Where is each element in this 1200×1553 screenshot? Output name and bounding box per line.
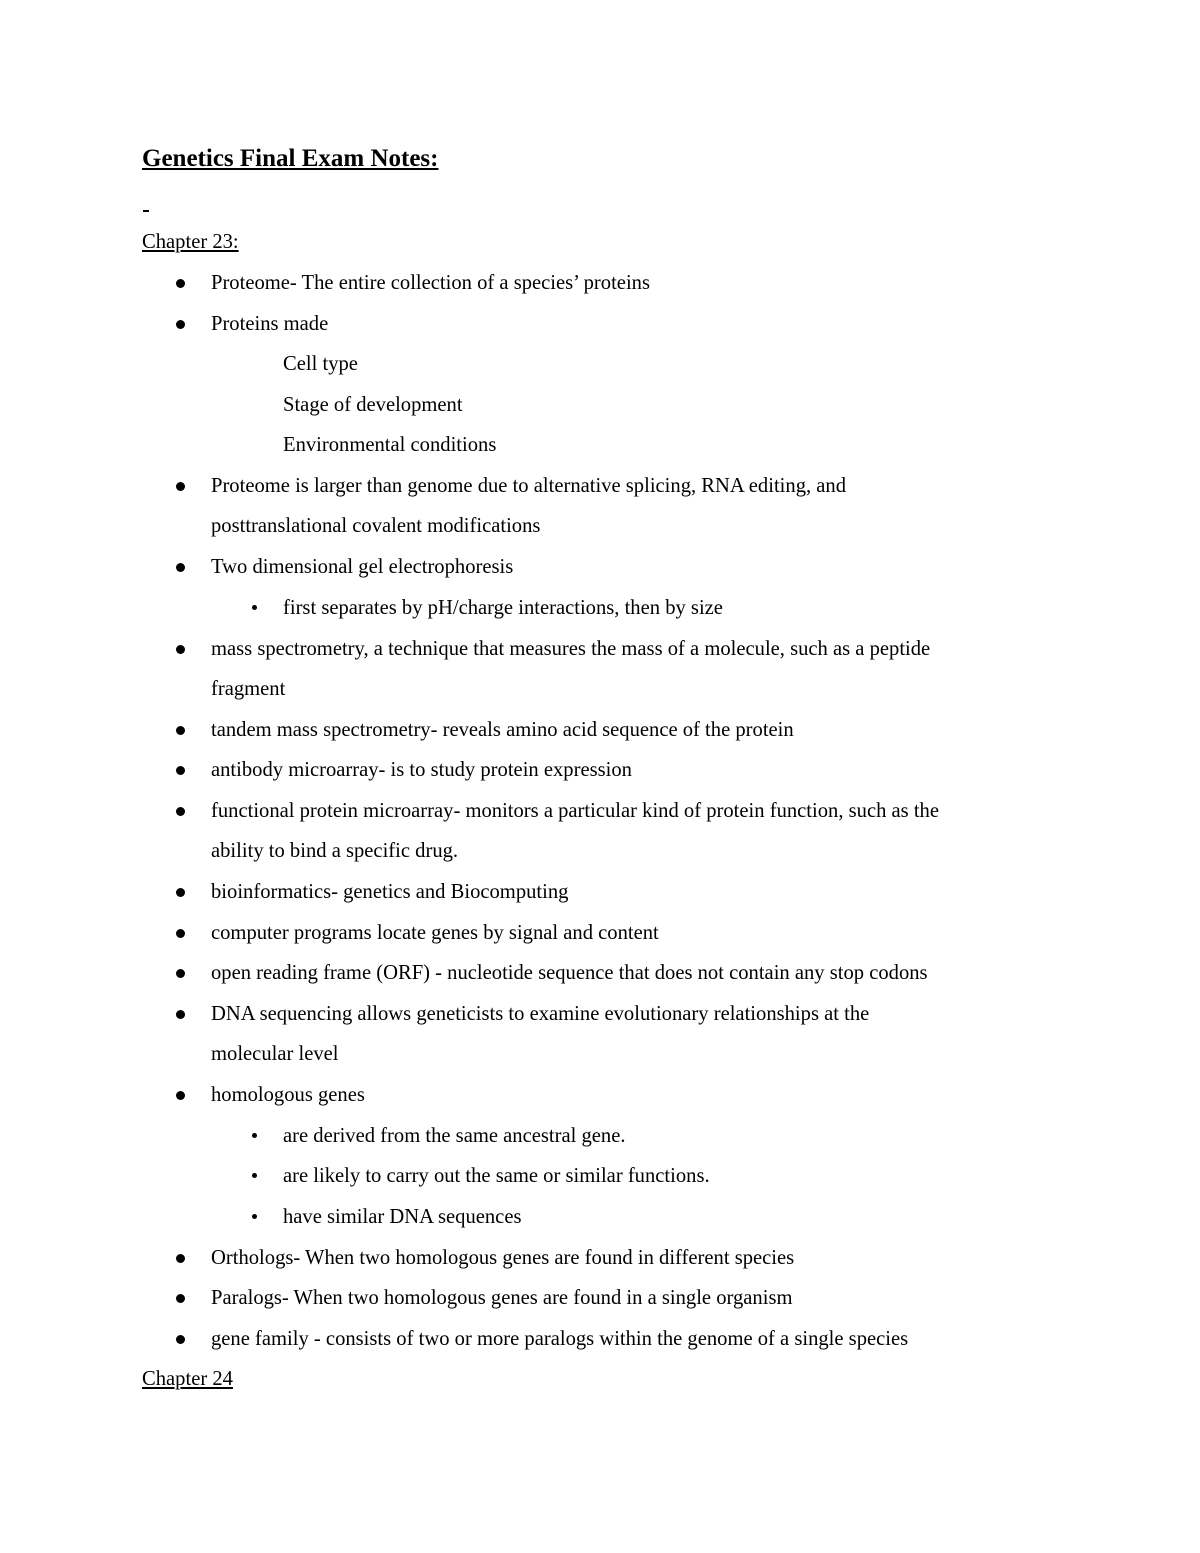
list-item-orf: open reading frame (ORF) - nucleotide sequence that does not contain any stop codons [211, 962, 928, 984]
bullet-icon [176, 1294, 185, 1303]
list-item-dna-sequencing-cont: molecular level [211, 1043, 339, 1065]
sub-item-environmental-conditions: Environmental conditions [283, 434, 497, 456]
bullet-icon [176, 888, 185, 897]
list-item-mass-spec: mass spectrometry, a technique that measures the mass of a molecule, such as a peptide [211, 638, 931, 660]
list-item-mass-spec-cont: fragment [211, 678, 286, 700]
small-bullet-icon [252, 605, 257, 610]
bullet-icon [176, 482, 185, 491]
list-item-two-dim-gel: Two dimensional gel electrophoresis [211, 556, 514, 578]
chapter-24-heading: Chapter 24 [142, 1368, 233, 1390]
small-bullet-icon [252, 1133, 257, 1138]
list-item-computer-programs: computer programs locate genes by signal and content [211, 922, 659, 944]
sub-item-likely-to-carry: are likely to carry out the same or similar functions. [283, 1165, 710, 1187]
bullet-icon [176, 279, 185, 288]
list-item-proteome: Proteome- The entire collection of a species’ proteins [211, 272, 650, 294]
list-item-antibody-microarray: antibody microarray- is to study protein expression [211, 759, 632, 781]
sub-item-stage-of-development: Stage of development [283, 394, 463, 416]
bullet-icon [176, 726, 185, 735]
small-bullet-icon [252, 1173, 257, 1178]
list-item-dna-sequencing: DNA sequencing allows geneticists to examine evolutionary relationships at the [211, 1003, 870, 1025]
sub-item-first-separates: first separates by pH/charge interactions, then by size [283, 597, 723, 619]
list-item-functional-microarray: functional protein microarray- monitors a particular kind of protein function, such as the [211, 800, 939, 822]
chapter-23-heading: Chapter 23: [142, 231, 239, 253]
list-item-proteome-larger-cont: posttranslational covalent modifications [211, 515, 541, 537]
list-item-functional-microarray-cont: ability to bind a specific drug. [211, 840, 459, 862]
bullet-icon [176, 1010, 185, 1019]
bullet-icon [176, 929, 185, 938]
list-item-homologous-genes: homologous genes [211, 1084, 365, 1106]
dash-marker [143, 210, 149, 212]
list-item-paralogs: Paralogs- When two homologous genes are found in a single organism [211, 1287, 793, 1309]
sub-item-similar-dna: have similar DNA sequences [283, 1206, 522, 1228]
bullet-icon [176, 766, 185, 775]
bullet-icon [176, 645, 185, 654]
list-item-proteome-larger: Proteome is larger than genome due to alternative splicing, RNA editing, and [211, 475, 847, 497]
bullet-icon [176, 1254, 185, 1263]
list-item-gene-family: gene family - consists of two or more paralogs within the genome of a single species [211, 1328, 909, 1350]
sub-item-cell-type: Cell type [283, 353, 358, 375]
bullet-icon [176, 969, 185, 978]
list-item-proteins-made: Proteins made [211, 313, 329, 335]
document-title: Genetics Final Exam Notes: [142, 145, 439, 172]
bullet-icon [176, 807, 185, 816]
list-item-bioinformatics: bioinformatics- genetics and Biocomputing [211, 881, 569, 903]
sub-item-derived-from: are derived from the same ancestral gene. [283, 1125, 626, 1147]
bullet-icon [176, 320, 185, 329]
bullet-icon [176, 563, 185, 572]
bullet-icon [176, 1091, 185, 1100]
list-item-tandem-mass-spec: tandem mass spectrometry- reveals amino acid sequence of the protein [211, 719, 794, 741]
list-item-orthologs: Orthologs- When two homologous genes are found in different species [211, 1247, 795, 1269]
bullet-icon [176, 1335, 185, 1344]
small-bullet-icon [252, 1214, 257, 1219]
